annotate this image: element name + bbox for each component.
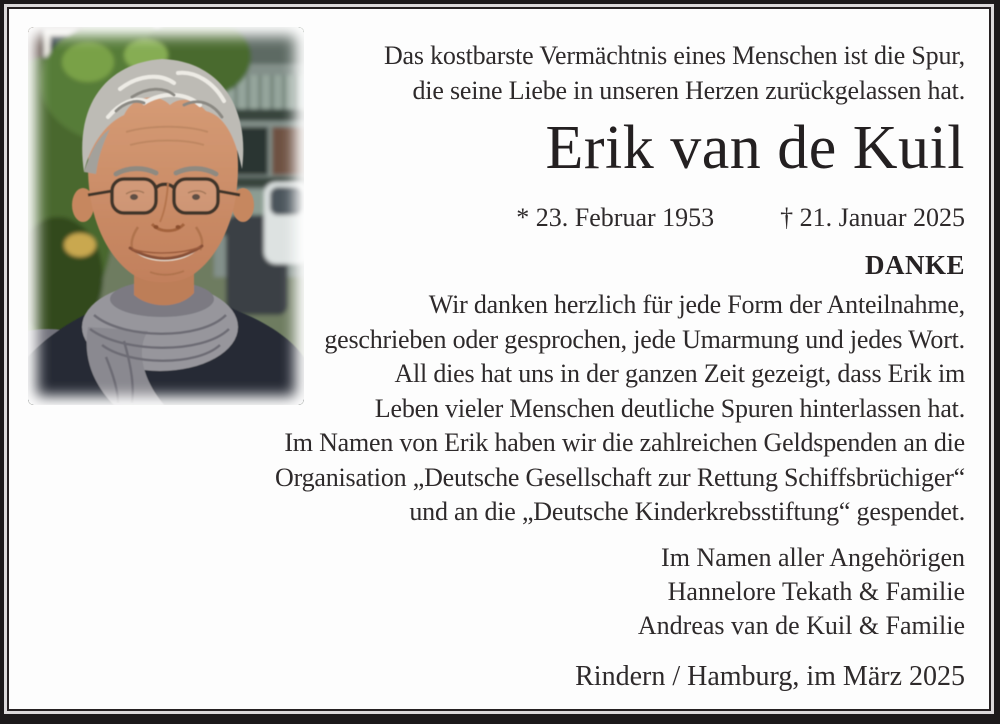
mourners-line-2: Hannelore Tekath & Familie (667, 577, 965, 606)
epigraph (384, 38, 965, 108)
life-dates (516, 203, 965, 233)
notice-sheet (7, 7, 991, 711)
thanks-line-4: Leben vieler Menschen deutliche Spuren hinterlassen hat. (374, 393, 965, 423)
thanks-line-3: All dies hat uns in der ganzen Zeit gezeigt, dass Erik im (394, 359, 965, 388)
mourners-line-3: Andreas van de Kuil & Familie (637, 611, 965, 640)
mourners (638, 541, 965, 643)
mourners-line-1: Im Namen aller Angehörigen (661, 543, 965, 572)
epigraph-line-2: die seine Liebe in unseren Herzen zurückgelassen hat. (412, 76, 965, 105)
thanks-line-7: und an die „Deutsche Kinderkrebsstiftung“ gespendet. (409, 497, 965, 526)
deceased-name: Erik van de Kuil (545, 114, 965, 182)
epigraph-line-1: Das kostbarste Vermächtnis eines Menschen ist die Spur, (383, 41, 965, 70)
thanks-text (275, 288, 965, 530)
thanks-line-1: Wir danken herzlich für jede Form der Anteilnahme, (428, 290, 965, 319)
death-date: † 21. Januar 2025 (780, 203, 965, 232)
portrait-photo-drawing (28, 27, 304, 405)
thanks-line-2: geschrieben oder gesprochen, jede Umarmung und jedes Wort. (324, 324, 965, 354)
birth-date: * 23. Februar 1953 (516, 203, 715, 232)
thanks-line-5: Im Namen von Erik haben wir die zahlreichen Geldspenden an die (284, 428, 965, 457)
portrait-photo (28, 27, 304, 405)
dateline: Rindern / Hamburg, im März 2025 (575, 661, 965, 692)
thanks-line-6: Organisation „Deutsche Gesellschaft zur Rettung Schiffsbrüchiger“ (275, 462, 965, 492)
thanks-heading: DANKE (864, 250, 965, 280)
